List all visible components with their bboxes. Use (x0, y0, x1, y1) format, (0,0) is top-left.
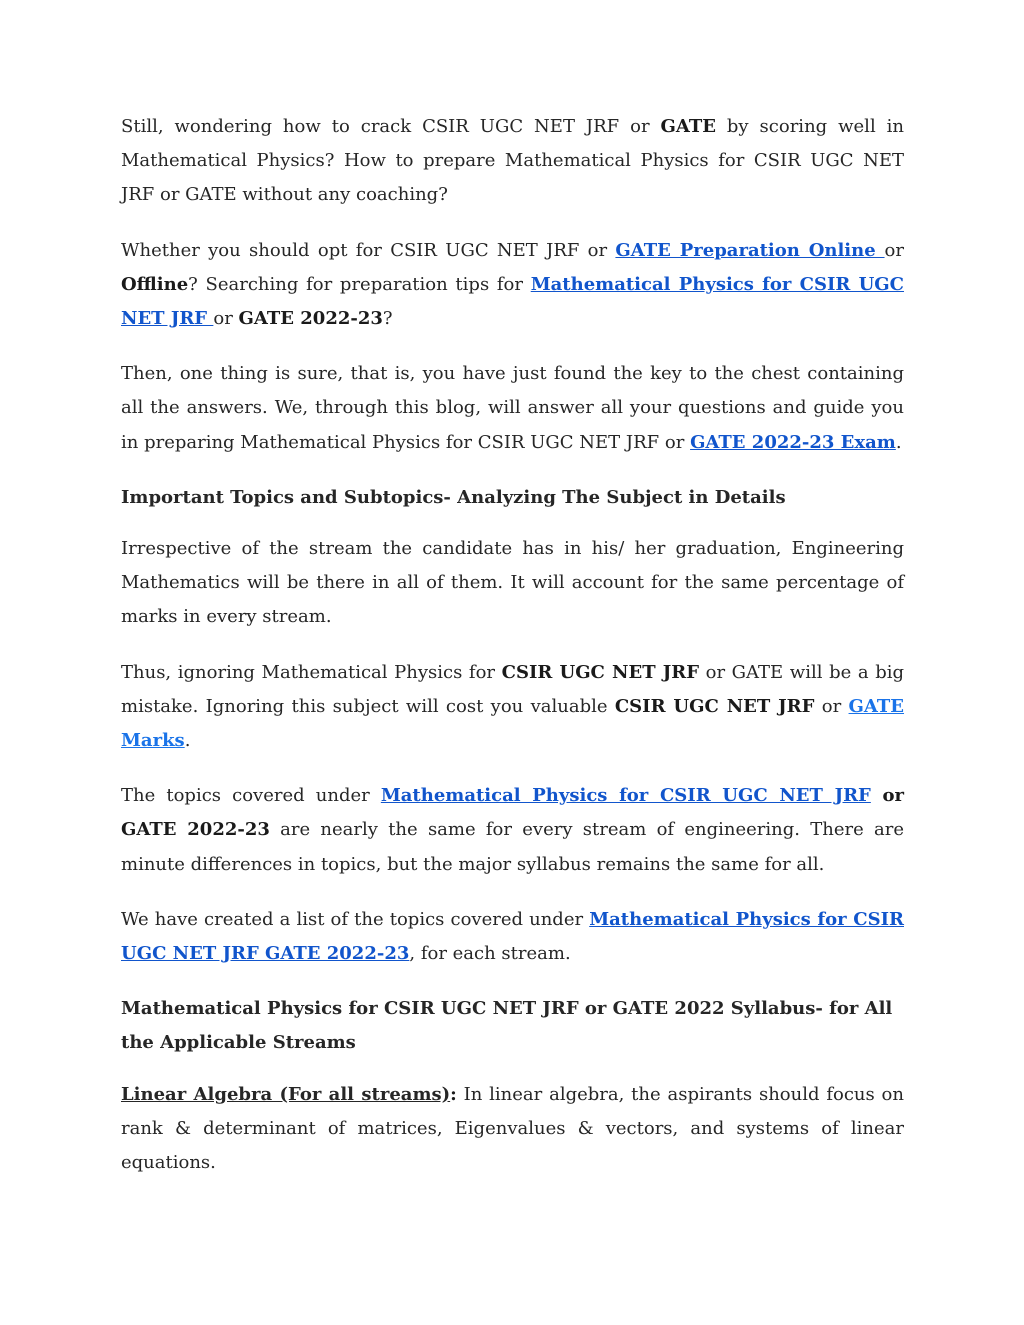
paragraph-list-created (121, 903, 904, 971)
text: . (184, 730, 191, 752)
paragraph-linear-algebra (121, 1078, 904, 1181)
paragraph-topics-covered (121, 779, 904, 882)
section-label-linear-algebra: Linear Algebra (For all streams) (121, 1083, 451, 1105)
bold-text: GATE (660, 116, 716, 137)
bold-text: Offline (121, 273, 189, 295)
document-body (121, 110, 904, 1201)
text: Then, one thing is sure, that is, you have just found the key to the chest containing all the answers. We, through this blog, will answer all your questions and guide you in preparing Mathematical Physics for CSIR UGC NET JRF or (121, 363, 904, 453)
text: We have created a list of the topics covered under (121, 908, 590, 930)
link-mathematical-physics-csir[interactable]: Mathematical Physics for CSIR UGC NET JRF (121, 273, 904, 330)
paragraph-irrespective: Irrespective of the stream the candidate has in his/ her graduation, Engineering Mathematics will be there in all of them. It will account for the same percentage of marks in every stream. (121, 538, 904, 628)
text: or GATE will be a big mistake. Ignoring this subject will cost you valuable (121, 661, 904, 717)
bold-text: CSIR UGC NET JRF (614, 695, 815, 717)
text: or (814, 695, 849, 717)
link-mathematical-physics-gate[interactable]: Mathematical Physics for CSIR UGC NET JRF GATE 2022-23 (121, 908, 904, 965)
paragraph-ignoring (121, 656, 904, 759)
paragraph-preparation (121, 234, 904, 337)
bold-text: CSIR UGC NET JRF (501, 661, 700, 683)
paragraph-intro (121, 110, 904, 213)
text: are nearly the same for every stream of engineering. There are minute differences in topics, but the major syllabus remains the same for all. (121, 819, 904, 875)
bold-text: GATE 2022-23 (238, 308, 383, 330)
text: Thus, ignoring Mathematical Physics for (121, 661, 502, 683)
link-gate-marks[interactable]: GATE Marks (121, 695, 905, 752)
paragraph-key (121, 357, 904, 460)
text: , for each stream. (409, 943, 571, 965)
text: . (895, 431, 902, 453)
text: ? (382, 308, 393, 330)
link-mathematical-physics-csir-2[interactable]: Mathematical Physics for CSIR UGC NET JRF (380, 785, 871, 807)
text: Still, wondering how to crack CSIR UGC NET JRF or (121, 116, 661, 137)
text: In linear algebra, the aspirants should focus on rank & determinant of matrices, Eigenvalues & vectors, and systems of linear equations. (121, 1083, 904, 1174)
text: by scoring well in Mathematical Physics? How to prepare Mathematical Physics for CSIR UGC NET JRF or GATE without any coaching? (121, 116, 904, 206)
link-gate-preparation-online[interactable]: GATE Preparation Online (615, 239, 885, 261)
bold-text: : (450, 1083, 457, 1105)
text: or (213, 308, 239, 330)
bold-text: or GATE 2022-23 (121, 785, 904, 841)
link-gate-exam[interactable]: GATE 2022-23 Exam (690, 431, 896, 453)
text: ? Searching for preparation tips for (188, 273, 531, 295)
text: Whether you should opt for CSIR UGC NET JRF or (121, 239, 616, 261)
heading-important-topics: Important Topics and Subtopics- Analyzing The Subject in Details (121, 486, 786, 508)
heading-syllabus: Mathematical Physics for CSIR UGC NET JRF or GATE 2022 Syllabus- for All the Applicable Streams (121, 998, 893, 1054)
text: The topics covered under (121, 785, 381, 807)
text: or (884, 239, 904, 261)
